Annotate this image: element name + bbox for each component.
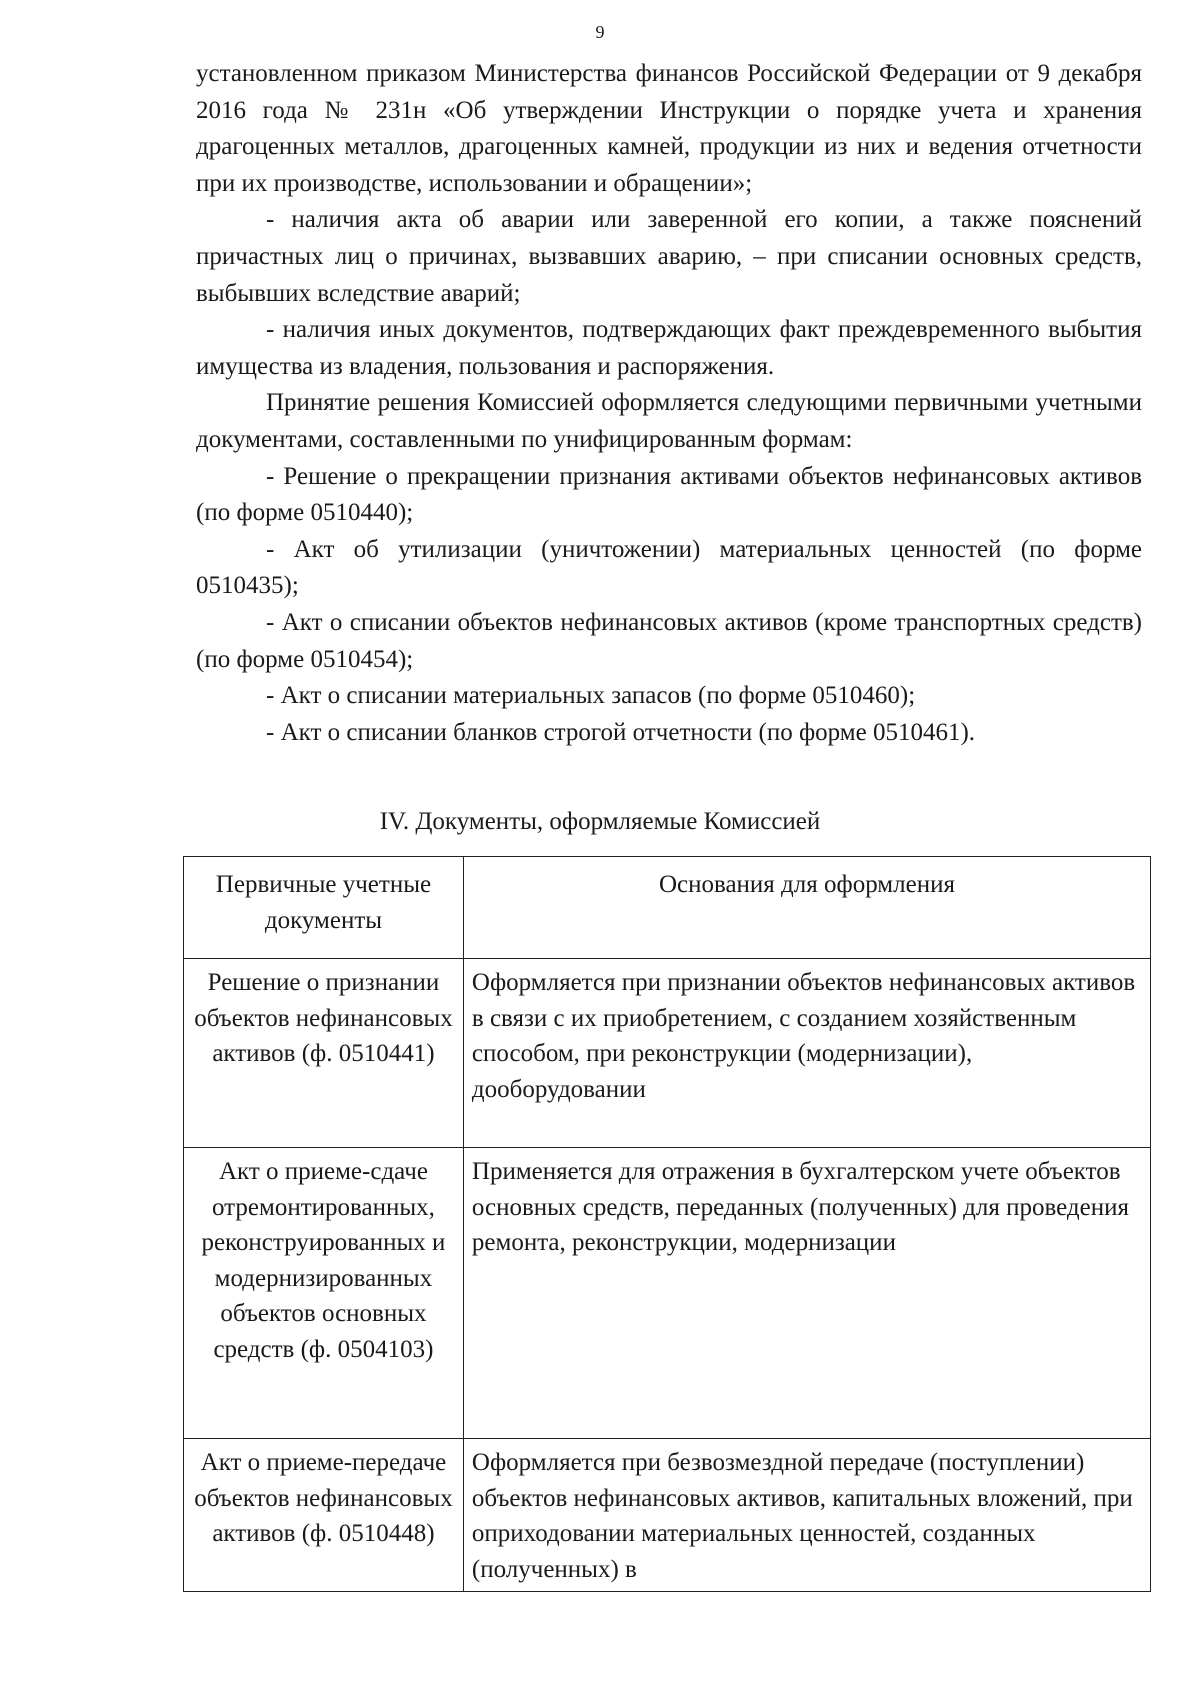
table-row bbox=[184, 959, 1151, 1148]
header-basis: Основания для оформления bbox=[463, 857, 1150, 959]
section-heading: IV. Документы, оформляемые Комиссией bbox=[379, 808, 821, 835]
table-cell-document: Акт о приеме-сдаче отремонтированных, реконструированных и модернизированных объектов основных средств (ф. 0504103) bbox=[184, 1148, 464, 1439]
paragraph-other-documents: - наличия иных документов, подтверждающих факт преждевременного выбытия имущества из владения, пользования и распоряжения. bbox=[196, 316, 1142, 380]
table-cell-basis: Оформляется при безвозмездной передаче (поступлении) объектов нефинансовых активов, капитальных вложений, при оприходовании материальных ценностей, созданных (полученных) в bbox=[463, 1439, 1150, 1592]
paragraph-accident-act: - наличия акта об аварии или заверенной его копии, а также пояснений причастных лиц о причинах, вызвавших аварию, – при списании основных средств, выбывших вследствие аварий; bbox=[196, 206, 1142, 307]
page-number: 9 bbox=[595, 22, 605, 42]
table-header-row bbox=[184, 857, 1151, 959]
list-item-form-0510435: - Акт об утилизации (уничтожении) материальных ценностей (по форме 0510435); bbox=[196, 535, 1142, 600]
paragraph-commission-decision: Принятие решения Комиссией оформляется следующими первичными учетными документами, составленными по унифицированным формам: bbox=[196, 389, 1142, 453]
paragraph-continuation: установленном приказом Министерства финансов Российской Федерации от 9 декабря 2016 года № 231н «Об утверждении Инструкции о порядке учета и хранения драгоценных металлов, драгоценных камней, продукции из них и ведения отчетности при их производстве, использовании и обращении»; bbox=[196, 60, 1142, 197]
list-item-form-0510460: - Акт о списании материальных запасов (по форме 0510460); bbox=[266, 682, 916, 710]
documents-table bbox=[183, 856, 1151, 1592]
list-item-form-0510461: - Акт о списании бланков строгой отчетности (по форме 0510461). bbox=[266, 718, 976, 746]
table-row bbox=[184, 1439, 1151, 1592]
list-item-form-0510440: - Решение о прекращении признания активами объектов нефинансовых активов (по форме 0510440); bbox=[196, 462, 1142, 527]
body-text bbox=[196, 56, 1142, 751]
header-documents: Первичные учетные документы bbox=[184, 857, 464, 959]
table-cell-document: Решение о признании объектов нефинансовых активов (ф. 0510441) bbox=[184, 959, 464, 1148]
table-cell-basis: Применяется для отражения в бухгалтерском учете объектов основных средств, переданных (полученных) для проведения ремонта, реконструкции, модернизации bbox=[463, 1148, 1150, 1439]
table-cell-document: Акт о приеме-передаче объектов нефинансовых активов (ф. 0510448) bbox=[184, 1439, 464, 1592]
table-cell-basis: Оформляется при признании объектов нефинансовых активов в связи с их приобретением, с созданием хозяйственным способом, при реконструкции (модернизации), дооборудовании bbox=[463, 959, 1150, 1148]
list-item-form-0510454: - Акт о списании объектов нефинансовых активов (кроме транспортных средств) (по форме 0510454); bbox=[196, 608, 1142, 673]
table-row bbox=[184, 1148, 1151, 1439]
